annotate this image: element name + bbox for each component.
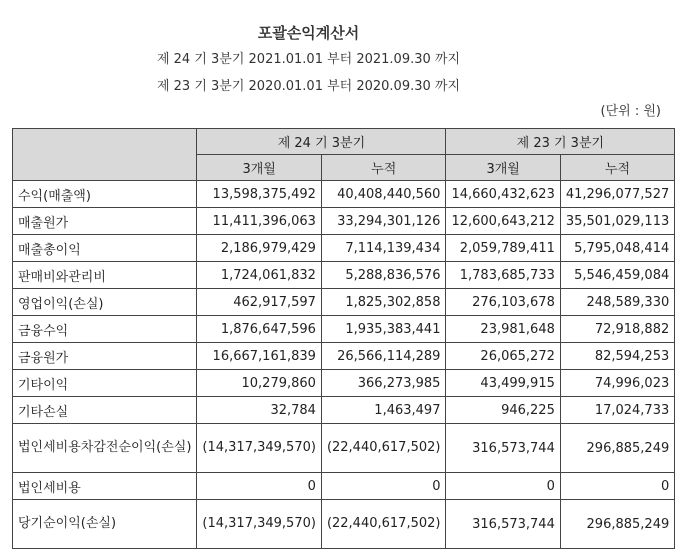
table-row xyxy=(13,181,675,208)
table-row xyxy=(13,289,675,316)
value-cell: 316,573,744 xyxy=(446,500,560,549)
value-cell: 32,784 xyxy=(197,397,322,424)
value-cell: 12,600,643,212 xyxy=(446,208,560,235)
value-cell: 276,103,678 xyxy=(446,289,560,316)
income-statement-table xyxy=(12,128,675,549)
statement-title: 포괄손익계산서 xyxy=(257,24,360,42)
value-cell: 1,463,497 xyxy=(321,397,446,424)
row-label: 금융원가 xyxy=(13,343,197,370)
value-cell: 41,296,077,527 xyxy=(560,181,674,208)
row-label: 매출원가 xyxy=(13,208,197,235)
table-row xyxy=(13,397,675,424)
row-label: 기타손실 xyxy=(13,397,197,424)
current-period-line: 제 24 기 3분기 2021.01.01 부터 2021.09.30 까지 xyxy=(156,52,461,67)
value-cell: 26,065,272 xyxy=(446,343,560,370)
value-cell: 5,546,459,084 xyxy=(560,262,674,289)
value-cell: 82,594,253 xyxy=(560,343,674,370)
value-cell: 1,825,302,858 xyxy=(321,289,446,316)
value-cell: 72,918,882 xyxy=(560,316,674,343)
header-period-current: 제 24 기 3분기 xyxy=(197,129,446,155)
value-cell: 40,408,440,560 xyxy=(321,181,446,208)
unit-label: (단위 : 원) xyxy=(600,104,661,119)
value-cell: 0 xyxy=(321,473,446,500)
value-cell: 0 xyxy=(197,473,322,500)
table-row xyxy=(13,500,675,549)
value-cell: 14,660,432,623 xyxy=(446,181,560,208)
row-label: 법인세비용차감전순이익(손실) xyxy=(13,424,197,473)
value-cell: (14,317,349,570) xyxy=(197,424,322,473)
header-cumulative-prior: 누적 xyxy=(560,155,674,181)
table-row xyxy=(13,370,675,397)
prior-period-line: 제 23 기 3분기 2020.01.01 부터 2020.09.30 까지 xyxy=(156,79,461,94)
table-row xyxy=(13,235,675,262)
value-cell: 1,724,061,832 xyxy=(197,262,322,289)
value-cell: 2,186,979,429 xyxy=(197,235,322,262)
value-cell: 0 xyxy=(446,473,560,500)
header-3months-current: 3개월 xyxy=(197,155,322,181)
row-label: 매출총이익 xyxy=(13,235,197,262)
value-cell: 1,935,383,441 xyxy=(321,316,446,343)
value-cell: 366,273,985 xyxy=(321,370,446,397)
value-cell: 26,566,114,289 xyxy=(321,343,446,370)
table-row xyxy=(13,343,675,370)
value-cell: 7,114,139,434 xyxy=(321,235,446,262)
table-row xyxy=(13,316,675,343)
row-label: 금융수익 xyxy=(13,316,197,343)
value-cell: 2,059,789,411 xyxy=(446,235,560,262)
value-cell: 17,024,733 xyxy=(560,397,674,424)
table-row xyxy=(13,208,675,235)
value-cell: 10,279,860 xyxy=(197,370,322,397)
row-label: 판매비와관리비 xyxy=(13,262,197,289)
table-row xyxy=(13,473,675,500)
header-cumulative-current: 누적 xyxy=(321,155,446,181)
table-row xyxy=(13,424,675,473)
header-3months-prior: 3개월 xyxy=(446,155,560,181)
value-cell: 23,981,648 xyxy=(446,316,560,343)
value-cell: 43,499,915 xyxy=(446,370,560,397)
value-cell: 16,667,161,839 xyxy=(197,343,322,370)
row-label: 영업이익(손실) xyxy=(13,289,197,316)
row-label: 기타이익 xyxy=(13,370,197,397)
value-cell: 5,288,836,576 xyxy=(321,262,446,289)
value-cell: (14,317,349,570) xyxy=(197,500,322,549)
value-cell: 1,783,685,733 xyxy=(446,262,560,289)
value-cell: 33,294,301,126 xyxy=(321,208,446,235)
value-cell: 1,876,647,596 xyxy=(197,316,322,343)
row-label: 법인세비용 xyxy=(13,473,197,500)
value-cell: 248,589,330 xyxy=(560,289,674,316)
value-cell: (22,440,617,502) xyxy=(321,424,446,473)
row-label: 당기순이익(손실) xyxy=(13,500,197,549)
value-cell: 13,598,375,492 xyxy=(197,181,322,208)
value-cell: 74,996,023 xyxy=(560,370,674,397)
value-cell: 946,225 xyxy=(446,397,560,424)
value-cell: 0 xyxy=(560,473,674,500)
value-cell: (22,440,617,502) xyxy=(321,500,446,549)
header-period-prior: 제 23 기 3분기 xyxy=(446,129,675,155)
value-cell: 462,917,597 xyxy=(197,289,322,316)
value-cell: 11,411,396,063 xyxy=(197,208,322,235)
header-corner xyxy=(13,129,197,181)
value-cell: 296,885,249 xyxy=(560,424,674,473)
table-row xyxy=(13,262,675,289)
value-cell: 5,795,048,414 xyxy=(560,235,674,262)
row-label: 수익(매출액) xyxy=(13,181,197,208)
value-cell: 296,885,249 xyxy=(560,500,674,549)
value-cell: 35,501,029,113 xyxy=(560,208,674,235)
value-cell: 316,573,744 xyxy=(446,424,560,473)
